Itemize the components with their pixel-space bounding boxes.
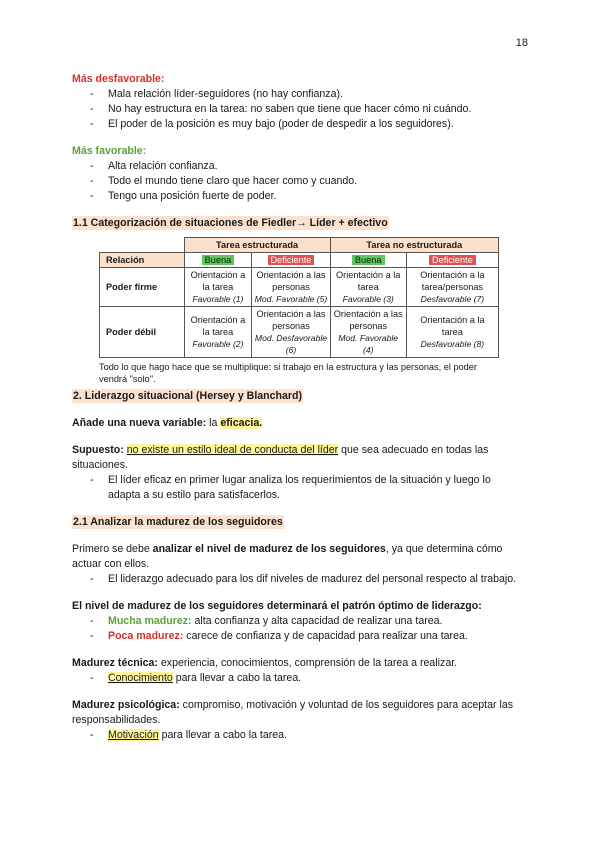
mas-favorable-heading: Más favorable: bbox=[72, 145, 147, 157]
cell-main: Orientación a la tarea bbox=[190, 270, 246, 292]
supuesto-list bbox=[72, 473, 520, 503]
supuesto-rest: que sea adecuado en todas las situaciones. bbox=[72, 444, 489, 471]
tecnica-label: Madurez técnica: bbox=[72, 657, 158, 669]
list-item bbox=[72, 671, 520, 686]
row-label: Poder débil bbox=[100, 307, 185, 358]
cell-main: Orientación a la tarea bbox=[190, 315, 246, 337]
section-1-1-title: 1.1 Categorización de situaciones de Fiedler→ Líder + efectivo bbox=[73, 217, 388, 229]
list-item bbox=[72, 629, 520, 644]
row-label: Poder firme bbox=[100, 268, 185, 307]
list-item: - No hay estructura en la tarea: no saben que tiene que hacer cómo ni cuándo. bbox=[72, 102, 520, 117]
intro-rest: , ya que determina cómo actuar con ellos. bbox=[72, 543, 503, 570]
poca-label: Poca madurez: bbox=[108, 630, 184, 642]
cell-main: Orientación a las personas bbox=[256, 270, 326, 292]
mas-favorable-list bbox=[72, 159, 520, 204]
anade-mid: la bbox=[206, 417, 221, 429]
tecnica-list bbox=[72, 671, 520, 686]
cell-main: Orientación a la tarea bbox=[420, 315, 485, 337]
mas-desfavorable-list bbox=[72, 87, 520, 132]
psico-text: compromiso, motivación y voluntad de los seguidores para aceptar las responsabilidades. bbox=[72, 699, 514, 726]
cell-sub: Favorable (2) bbox=[192, 339, 244, 349]
header-unstructured: Tarea no estructurada bbox=[330, 238, 498, 253]
supuesto-label: Supuesto: bbox=[72, 444, 124, 456]
cell-sub: Desfavorable (8) bbox=[420, 339, 485, 349]
cell-sub: Favorable (3) bbox=[342, 294, 394, 304]
tecnica-paragraph bbox=[72, 656, 520, 671]
document-body bbox=[72, 72, 520, 743]
table-row bbox=[100, 268, 499, 307]
table-note: Todo lo que hago hace que se multiplique: si trabajo en la estructura y las personas, el poder vendrá "solo". bbox=[99, 362, 477, 384]
supuesto-highlight: no existe un estilo ideal de conducta del líder bbox=[126, 444, 339, 456]
relacion-value: Buena bbox=[202, 255, 235, 265]
list-item: - El liderazgo adecuado para los dif niveles de madurez del personal respecto al trabajo. bbox=[72, 572, 520, 587]
list-item bbox=[72, 614, 520, 629]
intro-paragraph bbox=[72, 542, 520, 572]
patron-heading: El nivel de madurez de los seguidores determinará el patrón óptimo de liderazgo: bbox=[72, 600, 482, 612]
tecnica-text: experiencia, conocimientos, comprensión de la tarea a realizar. bbox=[157, 657, 458, 669]
list-item bbox=[72, 728, 520, 743]
relacion-label: Relación bbox=[100, 253, 185, 268]
psico-list bbox=[72, 728, 520, 743]
relacion-value: Buena bbox=[352, 255, 385, 265]
header-structured: Tarea estructurada bbox=[184, 238, 330, 253]
cell-main: Orientación a las personas bbox=[333, 309, 403, 331]
fiedler-table bbox=[99, 237, 499, 358]
list-item: - El líder eficaz en primer lugar analiza los requerimientos de la situación y luego lo adapta a su estilo para satisfacerlos. bbox=[72, 473, 520, 503]
psico-paragraph bbox=[72, 698, 520, 728]
psico-label: Madurez psicológica: bbox=[72, 699, 180, 711]
mas-desfavorable-heading: Más desfavorable: bbox=[72, 73, 165, 85]
madurez-list bbox=[72, 614, 520, 644]
relacion-value: Deficiente bbox=[268, 255, 315, 265]
relacion-value: Deficiente bbox=[429, 255, 476, 265]
list-item: - El poder de la posición es muy bajo (poder de despedir a los seguidores). bbox=[72, 117, 520, 132]
mucha-label: Mucha madurez: bbox=[108, 615, 192, 627]
intro-list bbox=[72, 572, 520, 587]
cell-sub: Mod. Desfavorable (6) bbox=[254, 333, 328, 355]
mucha-text: alta confianza y alta capacidad de realizar una tarea. bbox=[191, 615, 443, 627]
table-row bbox=[100, 307, 499, 358]
anade-highlight: eficacia. bbox=[220, 417, 263, 429]
cell-main: Orientación a la tarea/personas bbox=[420, 270, 485, 292]
list-item: - Alta relación confianza. bbox=[72, 159, 520, 174]
tecnica-highlight: Conocimiento bbox=[108, 672, 173, 684]
psico-item-rest: para llevar a cabo la tarea. bbox=[158, 729, 288, 741]
supuesto-paragraph bbox=[72, 443, 520, 473]
list-item: - Tengo una posición fuerte de poder. bbox=[72, 189, 520, 204]
intro-bold: analizar el nivel de madurez de los seguidores bbox=[152, 543, 386, 555]
section-2-title: 2. Liderazgo situacional (Hersey y Blanchard) bbox=[73, 390, 303, 402]
page-number: 18 bbox=[515, 37, 528, 49]
cell-sub: Favorable (1) bbox=[192, 294, 244, 304]
cell-sub: Mod. Favorable (5) bbox=[254, 294, 328, 304]
anade-paragraph bbox=[72, 416, 520, 431]
cell-sub: Mod. Favorable (4) bbox=[338, 333, 399, 355]
anade-label: Añade una nueva variable: bbox=[72, 417, 207, 429]
psico-highlight: Motivación bbox=[108, 729, 159, 741]
tecnica-item-rest: para llevar a cabo la tarea. bbox=[172, 672, 302, 684]
cell-main: Orientación a las personas bbox=[256, 309, 326, 331]
list-item: - Todo el mundo tiene claro que hacer como y cuando. bbox=[72, 174, 520, 189]
intro-prefix: Primero se debe bbox=[72, 543, 153, 555]
cell-main: Orientación a la tarea bbox=[336, 270, 401, 292]
cell-sub: Desfavorable (7) bbox=[420, 294, 485, 304]
poca-text: carece de confianza y de capacidad para realizar una tarea. bbox=[183, 630, 468, 642]
list-item: - Mala relación líder-seguidores (no hay confianza). bbox=[72, 87, 520, 102]
section-2-1-title: 2.1 Analizar la madurez de los seguidores bbox=[73, 516, 283, 528]
